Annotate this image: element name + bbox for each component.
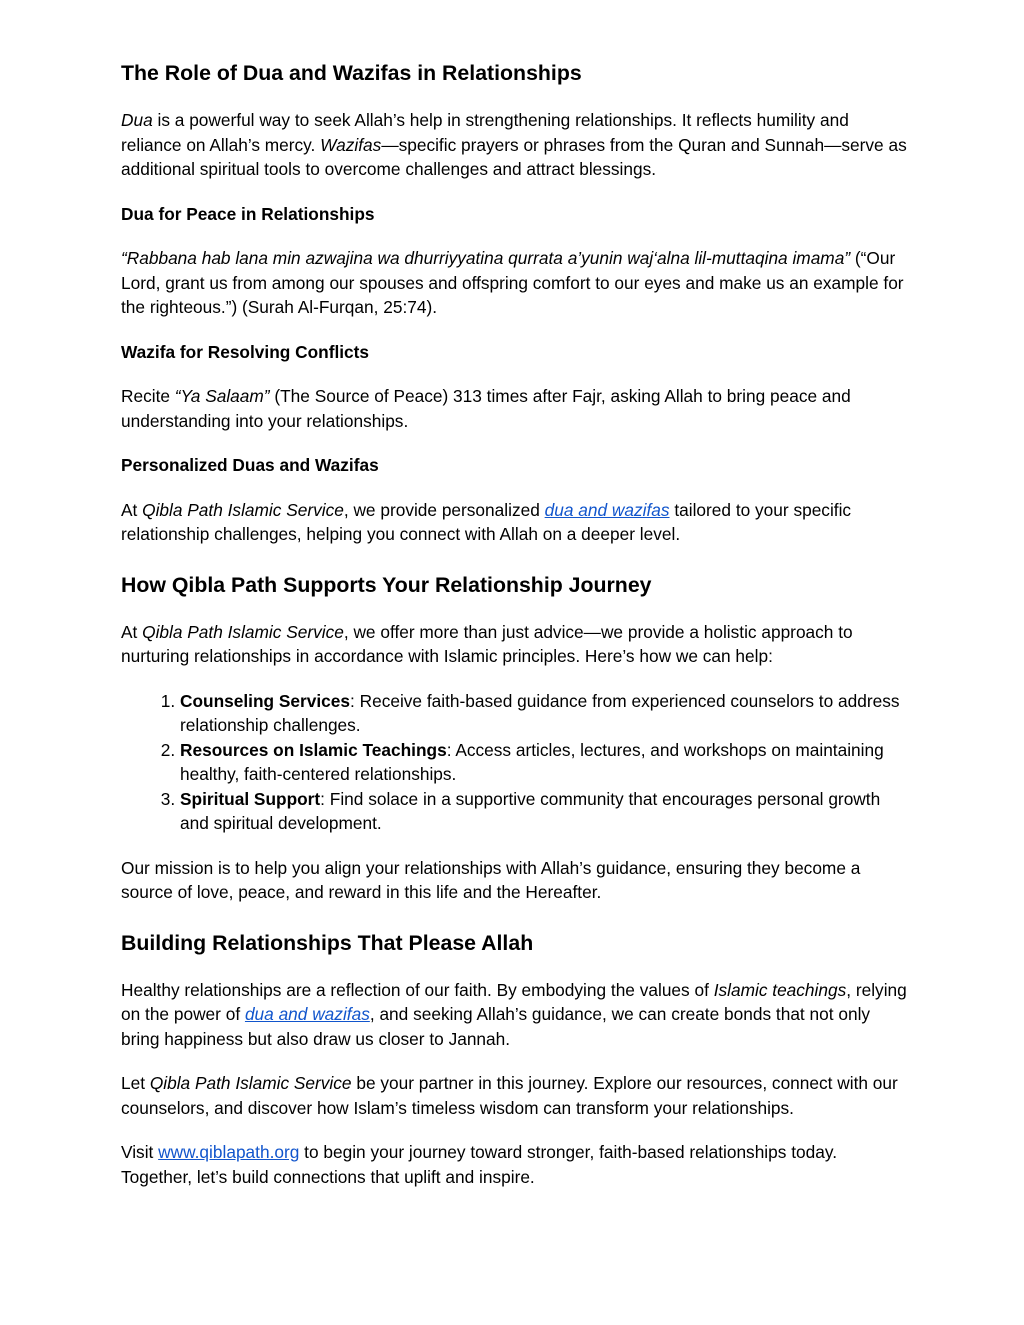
subheading-wazifa-conflicts: Wazifa for Resolving Conflicts [121,341,370,362]
qibla-supports-intro [121,620,912,669]
service-name: Qibla Path Islamic Service [142,499,344,520]
personalized-text-1: At [121,499,143,520]
section-heading-role-of-dua: The Role of Dua and Wazifas in Relationships [121,61,582,85]
list-item-text: : Find solace in a supportive community that encourages personal growth and spiritual development. [180,788,881,833]
islamic-teachings-term: Islamic teachings [713,979,847,1000]
personalized-text-2: , we provide personalized [343,499,545,520]
healthy-relationships-paragraph [121,978,912,1052]
dua-intro-paragraph [121,108,912,182]
partner-text-1: Let [121,1073,150,1093]
list-item-title: Spiritual Support [180,788,321,809]
wazifa-conflicts-paragraph [121,384,912,433]
visit-text-1: Visit [121,1142,159,1162]
partner-text-2: be your partner in this journey. Explore our resources, connect with our counselors, and discover how Islam’s timeless wisdom can transform your relationships. [121,1073,898,1118]
arabic-quote: “Rabbana hab lana min azwajina wa dhurriyyatina qurrata a’yunin waj‘alna lil-muttaqina imama” [121,248,851,268]
section-heading-building-relationships: Building Relationships That Please Allah [121,930,534,955]
wazifas-term: Wazifas [320,134,382,155]
partner-paragraph [121,1071,912,1120]
mission-paragraph: Our mission is to help you align your relationships with Allah’s guidance, ensuring they become a source of love, peace, and reward in this life and the Hereafter. [121,857,861,902]
healthy-text-2: , relying on the power of [121,979,907,1024]
list-item-title: Resources on Islamic Teachings [180,739,447,760]
quote-translation: (“Our Lord, grant us from among our spouses and offspring comfort to our eyes and make us an example for the righteous.”) (Surah Al-Furqan, 25:74). [121,248,904,317]
supports-text-2: , we offer more than just advice—we provide a holistic approach to nurturing relationships in accordance with Islamic principles. Here’s how we can help: [121,621,853,666]
healthy-text-1: Healthy relationships are a reflection of our faith. By embodying the values of [121,979,714,1000]
section-heading-qibla-supports: How Qibla Path Supports Your Relationship Journey [121,572,652,597]
supports-text-1: At [121,621,143,642]
healthy-text-3: , and seeking Allah’s guidance, we can create bonds that not only bring happiness but also draw us closer to Jannah. [121,1004,871,1049]
subheading-dua-for-peace: Dua for Peace in Relationships [121,203,375,224]
ya-salaam-phrase: “Ya Salaam” [174,386,270,406]
list-item-text: : Receive faith-based guidance from experienced counselors to address relationship challenges. [180,690,900,735]
list-item-counseling [180,689,912,738]
support-services-list [121,689,912,836]
dua-wazifas-link-text: dua and wazifas [244,1004,370,1024]
dua-peace-paragraph [121,246,912,320]
personalized-paragraph [121,498,912,547]
dua-term: Dua [121,110,153,130]
visit-text-2: to begin your journey toward stronger, faith-based relationships today. Together, let’s build connections that uplift and inspire. [121,1142,837,1187]
list-item-spiritual [180,787,912,836]
website-link[interactable]: www.qiblapath.org [158,1142,300,1162]
list-item-title: Counseling Services [180,690,350,711]
list-item-resources [180,738,912,787]
dua-wazifas-link[interactable] [545,500,670,520]
dua-wazifas-link-text: dua and wazifas [544,499,670,520]
personalized-text-3: tailored to your specific relationship challenges, helping you connect with Allah on a deeper level. [121,499,852,544]
subheading-personalized-duas: Personalized Duas and Wazifas [121,455,379,475]
dua-intro-text-2: —specific prayers or phrases from the Quran and Sunnah—serve as additional spiritual tools to overcome challenges and attract blessings. [121,134,907,179]
visit-paragraph [121,1140,912,1189]
service-name: Qibla Path Islamic Service [149,1073,352,1093]
wazifa-text-1: Recite [121,386,175,406]
list-item-text: : Access articles, lectures, and workshops on maintaining healthy, faith-centered relationships. [180,739,884,784]
service-name: Qibla Path Islamic Service [142,621,344,642]
wazifa-text-2: (The Source of Peace) 313 times after Fajr, asking Allah to bring peace and understanding into your relationships. [121,386,851,431]
dua-wazifas-link[interactable] [245,1004,370,1024]
dua-intro-text-1: is a powerful way to seek Allah’s help in strengthening relationships. It reflects humility and reliance on Allah’s mercy. [121,110,849,155]
